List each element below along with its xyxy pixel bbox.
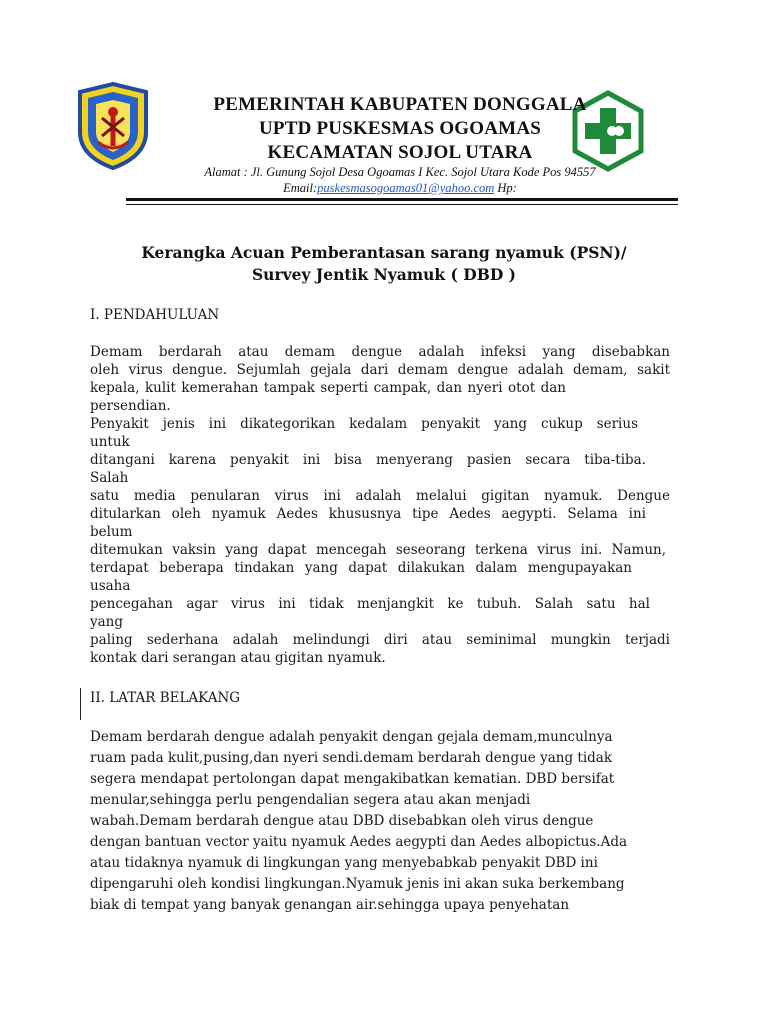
body-line: segera mendapat pertolongan dapat mengakibatkan kematian. DBD bersifat bbox=[90, 771, 615, 787]
body-line: biak di tempat yang banyak genangan air.sehingga upaya penyehatan bbox=[90, 897, 570, 913]
body-line: belum bbox=[90, 524, 133, 540]
body-line: paling sederhana adalah melindungi diri atau seminimal mungkin terjadi bbox=[90, 632, 670, 648]
body-line: ruam pada kulit,pusing,dan nyeri sendi.demam berdarah dengue yang tidak bbox=[90, 750, 613, 766]
body-line: pencegahan agar virus ini tidak menjangkit ke tubuh. Salah satu hal bbox=[90, 596, 650, 612]
body-line: ditangani karena penyakit ini bisa menyerang pasien secara tiba-tiba. bbox=[90, 452, 646, 468]
body-line: persendian. bbox=[90, 398, 171, 414]
body-line: menular,sehingga perlu pengendalian segera atau akan menjadi bbox=[90, 792, 531, 808]
body-line: Demam berdarah dengue adalah penyakit dengan gejala demam,munculnya bbox=[90, 729, 613, 745]
section-body-latar-belakang bbox=[90, 727, 680, 916]
kop-address: Alamat : Jl. Gunung Sojol Desa Ogoamas I Kec. Sojol Utara Kode Pos 94557 bbox=[204, 165, 596, 179]
body-line: wabah.Demam berdarah dengue atau DBD disebabkan oleh virus dengue bbox=[90, 813, 594, 829]
body-line: kepala, kulit kemerahan tampak seperti campak, dan nyeri otot dan bbox=[90, 380, 566, 396]
section-heading-pendahuluan: I. PENDAHULUAN bbox=[90, 307, 220, 323]
document-title-line2: Survey Jentik Nyamuk ( DBD ) bbox=[251, 265, 516, 284]
body-line: kontak dari serangan atau gigitan nyamuk. bbox=[90, 650, 386, 666]
section-heading-latar-belakang: II. LATAR BELAKANG bbox=[90, 690, 241, 706]
body-line: Penyakit jenis ini dikategorikan kedalam penyakit yang cukup serius bbox=[90, 416, 638, 432]
body-line: dipengaruhi oleh kondisi lingkungan.Nyamuk jenis ini akan suka berkembang bbox=[90, 876, 625, 892]
body-line: Demam berdarah atau demam dengue adalah infeksi yang disebabkan bbox=[90, 344, 670, 360]
letterhead-rule-thick bbox=[126, 198, 678, 201]
body-line: ditularkan oleh nyamuk Aedes khususnya tipe Aedes aegypti. Selama ini bbox=[90, 506, 646, 522]
body-line: dengan bantuan vector yaitu nyamuk Aedes aegypti dan Aedes albopictus.Ada bbox=[90, 834, 628, 850]
body-line: yang bbox=[90, 614, 124, 630]
text-cursor bbox=[80, 688, 81, 720]
email-link[interactable]: puskesmasogoamas01@yahoo.com bbox=[317, 181, 495, 195]
body-line: untuk bbox=[90, 434, 130, 450]
document-title-line1: Kerangka Acuan Pemberantasan sarang nyamuk (PSN)/ bbox=[141, 243, 627, 262]
body-line: satu media penularan virus ini adalah melalui gigitan nyamuk. Dengue bbox=[90, 488, 670, 504]
body-line: atau tidaknya nyamuk di lingkungan yang menyebabkab penyakit DBD ini bbox=[90, 855, 598, 871]
kop-contact bbox=[160, 181, 640, 196]
kop-line-government: PEMERINTAH KABUPATEN DONGGALA bbox=[213, 94, 587, 115]
body-line: oleh virus dengue. Sejumlah gejala dari demam dengue adalah demam, sakit bbox=[90, 362, 670, 378]
kop-line-puskesmas: UPTD PUSKESMAS OGOAMAS bbox=[258, 118, 542, 139]
body-line: ditemukan vaksin yang dapat mencegah seseorang terkena virus ini. Namun, bbox=[90, 542, 666, 558]
hp-label: Hp: bbox=[494, 181, 517, 195]
body-line: usaha bbox=[90, 578, 131, 594]
kop-line-district: KECAMATAN SOJOL UTARA bbox=[267, 142, 533, 163]
body-line: Salah bbox=[90, 470, 129, 486]
body-line: terdapat beberapa tindakan yang dapat dilakukan dalam mengupayakan bbox=[90, 560, 632, 576]
regency-emblem-logo bbox=[76, 82, 150, 170]
section-body-pendahuluan bbox=[90, 343, 670, 667]
email-label: Email: bbox=[283, 181, 318, 195]
letterhead-rule-thin bbox=[126, 204, 678, 205]
